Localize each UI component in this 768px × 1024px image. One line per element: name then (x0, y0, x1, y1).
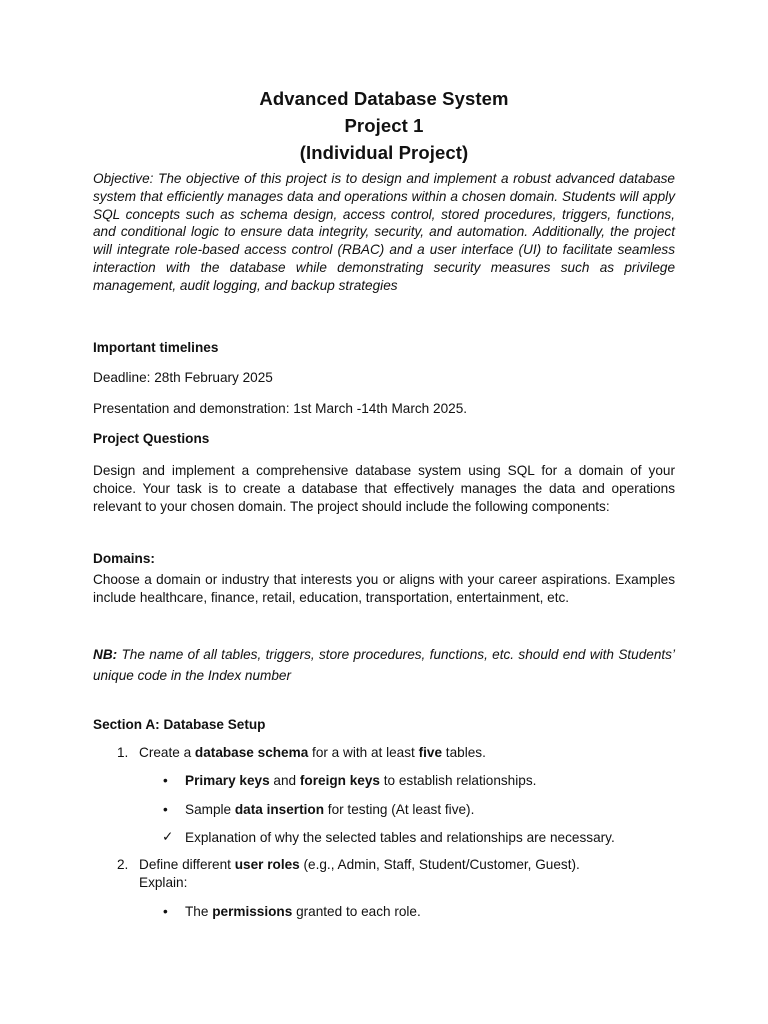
bullet-icon: • (163, 773, 168, 788)
list-number: 1. (117, 745, 129, 760)
list-item-text-continued: Explain: (139, 875, 188, 890)
sub-item-text: The permissions granted to each role. (185, 904, 421, 919)
list-item-text: Create a database schema for a with at least five tables. (139, 745, 486, 760)
title-line-1: Advanced Database System (259, 88, 509, 109)
section-a-heading: Section A: Database Setup (93, 717, 266, 732)
timelines-heading: Important timelines (93, 340, 219, 355)
checkmark-icon: ✓ (162, 829, 174, 844)
title-line-3: (Individual Project) (299, 142, 469, 163)
title-line-2: Project 1 (344, 115, 424, 136)
domains-body: Choose a domain or industry that interests you or aligns with your career aspirations. Examples include healthcare, finance, retail, education, transportation, entertainment, etc. (93, 572, 675, 605)
domains-heading: Domains: (93, 551, 155, 566)
list-number: 2. (117, 857, 129, 872)
project-questions-body: Design and implement a comprehensive database system using SQL for a domain of your choice. Your task is to create a database that effectively manages the data and operations relevant to your chosen domain. The project should include the following components: (93, 463, 675, 514)
sub-item-text: Explanation of why the selected tables and relationships are necessary. (185, 830, 615, 845)
sub-item-text: Primary keys and foreign keys to establish relationships. (185, 773, 537, 788)
objective-paragraph: Objective: The objective of this project is to design and implement a robust advanced database system that efficiently manages data and operations within a chosen domain. Students will apply SQL concepts such as schema design, access control, stored procedures, triggers, functions, and conditional logic to ensure data integrity, security, and automation. Additionally, the project will integrate role-based access control (RBAC) and a user interface (UI) to facilitate seamless interaction with the database while demonstrating security measures such as privilege management, audit logging, and backup strategies (93, 171, 675, 293)
nb-label: NB: (93, 647, 118, 662)
bullet-icon: • (163, 802, 168, 817)
project-questions-heading: Project Questions (93, 431, 210, 446)
list-item-text: Define different user roles (e.g., Admin, Staff, Student/Customer, Guest). (139, 857, 580, 872)
sub-item-text: Sample data insertion for testing (At least five). (185, 802, 475, 817)
presentation-text: Presentation and demonstration: 1st March -14th March 2025. (93, 401, 468, 416)
nb-text: The name of all tables, triggers, store procedures, functions, etc. should end with Students’ unique code in the Index number (93, 647, 675, 683)
nb-note (93, 645, 675, 686)
deadline-text: Deadline: 28th February 2025 (93, 370, 273, 385)
bullet-icon: • (163, 904, 168, 919)
